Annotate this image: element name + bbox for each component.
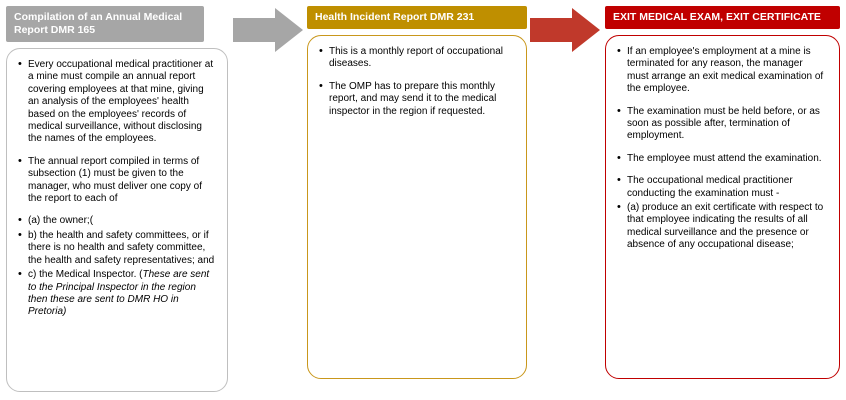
step-2-title: Health Incident Report DMR 231 <box>307 6 527 29</box>
process-step-3 <box>605 6 840 379</box>
list-item: • This is a monthly report of occupational diseases. <box>318 46 514 71</box>
arrow-red <box>530 8 600 52</box>
step-1-title: Compilation of an Annual Medical Report DMR 165 <box>6 6 204 42</box>
list-item <box>17 269 215 319</box>
list-item-text-lead: c) the Medical Inspector. ( <box>28 269 143 281</box>
list-item: • The examination must be held before, or as soon as possible after, termination of employment. <box>616 106 827 143</box>
list-item: • The OMP has to prepare this monthly report, and may send it to the medical inspector in the region if requested. <box>318 81 514 118</box>
step-2-body <box>307 35 527 379</box>
step-3-body <box>605 35 840 379</box>
step-2-bullet-list <box>318 46 514 118</box>
step-1-body <box>6 48 228 392</box>
arrow-grey <box>233 8 303 52</box>
step-1-bullet-list <box>17 59 215 319</box>
step-3-title: EXIT MEDICAL EXAM, EXIT CERTIFICATE <box>605 6 840 29</box>
process-step-2 <box>307 6 527 379</box>
list-item: • (a) produce an exit certificate with respect to that employee indicating the results of all medical surveillance and the presence or absence of any occupational disease; <box>616 202 827 252</box>
process-step-1 <box>6 6 228 392</box>
list-item: • The annual report compiled in terms of subsection (1) must be given to the manager, who must deliver one copy of the report to each of <box>17 156 215 206</box>
list-item: • The occupational medical practitioner conducting the examination must - <box>616 175 827 200</box>
list-item: • b) the health and safety committees, or if there is no health and safety committee, the health and safety representatives; and <box>17 230 215 267</box>
list-item: • If an employee's employment at a mine is terminated for any reason, the manager must arrange an exit medical examination of the employee. <box>616 46 827 96</box>
list-item-text-italic: These are sent to the Principal Inspector in the region then these are sent to DMR HO in Pretoria) <box>28 269 210 318</box>
step-3-bullet-list <box>616 46 827 252</box>
list-item: • Every occupational medical practitioner at a mine must compile an annual report covering employees at that mine, giving an analysis of the employees' health based on the employees' records of medical surveillance, without disclosing the names of the employees. <box>17 59 215 146</box>
list-item: • The employee must attend the examination. <box>616 153 827 165</box>
list-item: • (a) the owner;( <box>17 215 215 227</box>
